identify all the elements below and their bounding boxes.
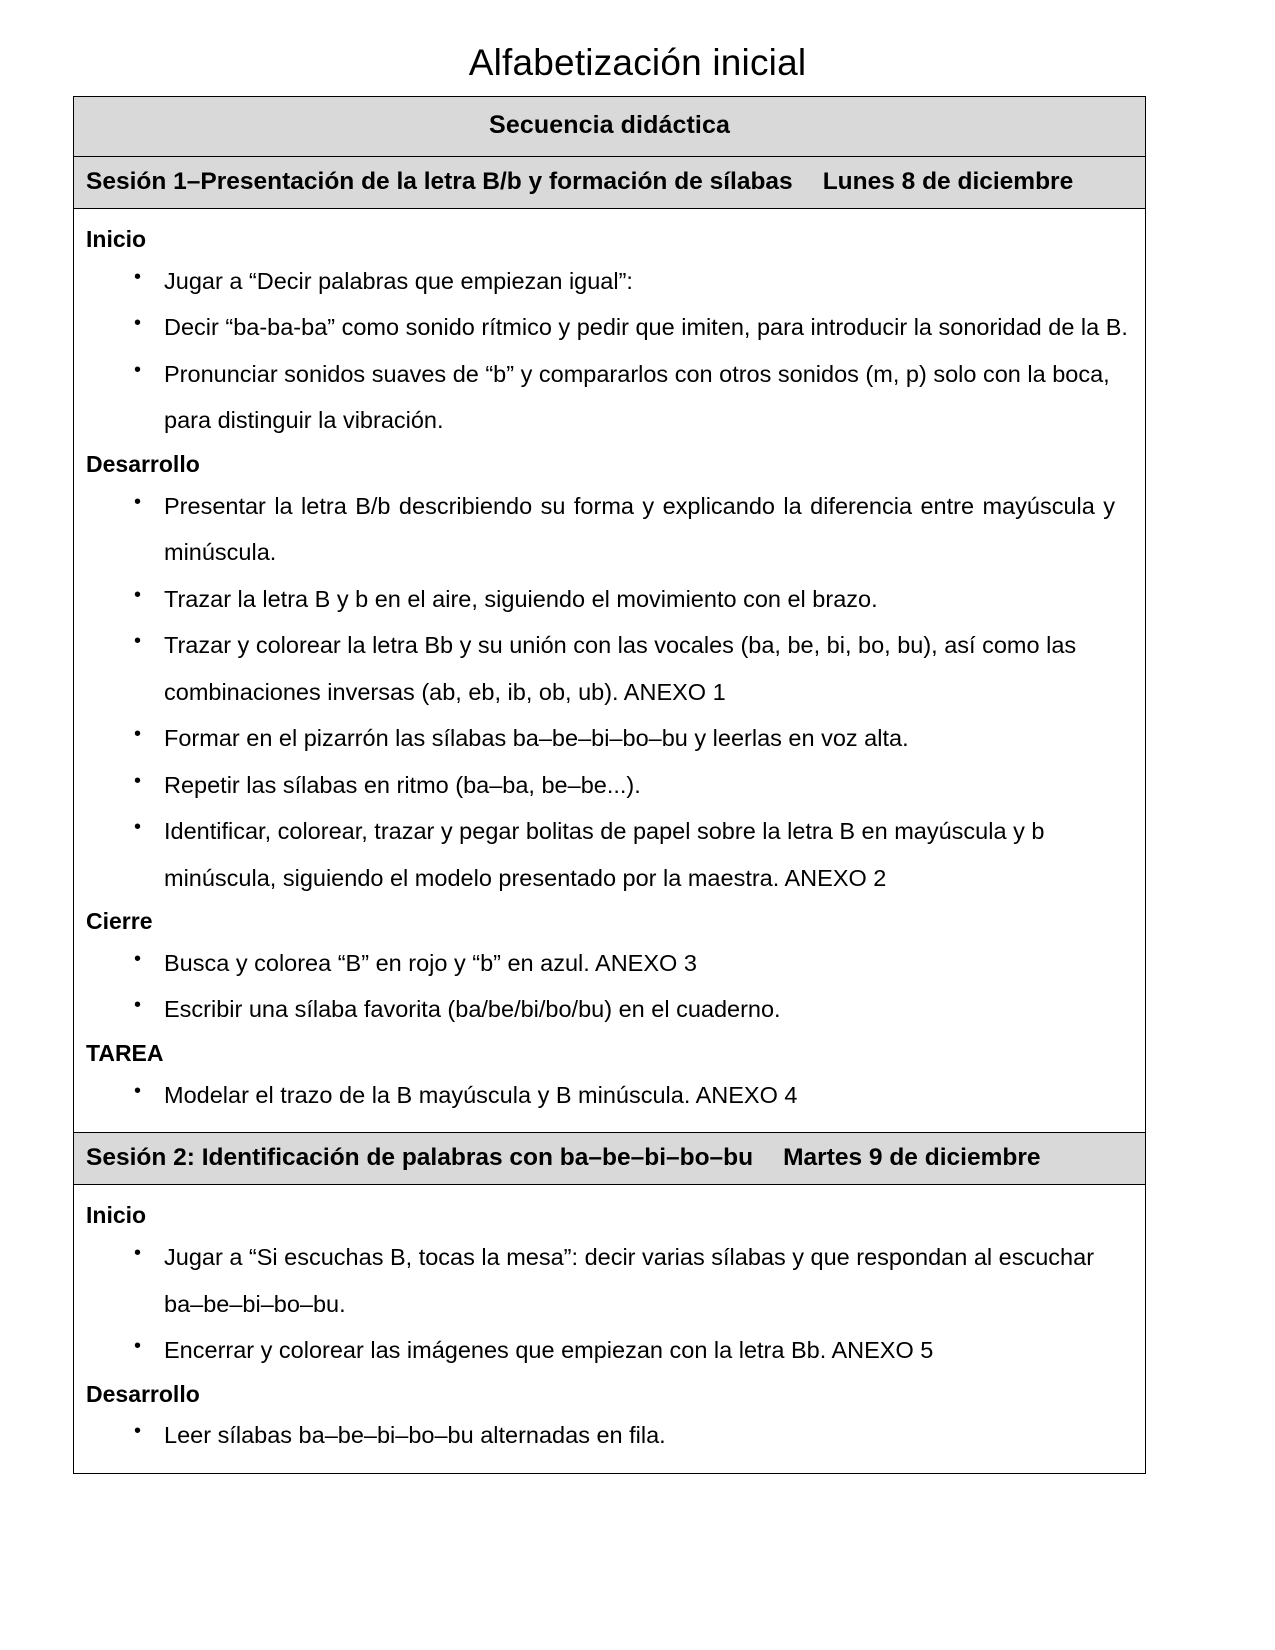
session-2-date: Martes 9 de diciembre [783,1144,1041,1172]
bullet-list-desarrollo-2 [86,1412,1129,1459]
list-item: • Repetir las sílabas en ritmo (ba–ba, be–be...). [86,762,1129,809]
session-1-title: Sesión 1–Presentación de la letra B/b y formación de sílabas [86,168,793,195]
list-item: • Decir “ba-ba-ba” como sonido rítmico y pedir que imiten, para introducir la sonoridad de la B. [86,304,1129,351]
list-item: • Formar en el pizarrón las sílabas ba–be–bi–bo–bu y leerlas en voz alta. [86,715,1129,762]
list-item: • Busca y colorea “B” en rojo y “b” en azul. ANEXO 3 [86,940,1129,987]
section-heading-tarea-1: TAREA [86,1039,164,1066]
list-item: • Encerrar y colorear las imágenes que empiezan con la letra Bb. ANEXO 5 [86,1327,1129,1374]
section-heading-desarrollo-2: Desarrollo [86,1380,200,1407]
section-heading-cierre-1: Cierre [86,908,153,935]
list-item: • Pronunciar sonidos suaves de “b” y compararlos con otros sonidos (m, p) solo con la boca, para distinguir la vibración. [86,351,1129,444]
table-header-row: Secuencia didáctica [74,97,1145,157]
bullet-list-inicio-2 [86,1234,1129,1374]
bullet-list-inicio-1 [86,258,1129,444]
list-item: • Escribir una sílaba favorita (ba/be/bi/bo/bu) en el cuaderno. [86,986,1129,1033]
list-item: • Presentar la letra B/b describiendo su forma y explicando la diferencia entre mayúscula y minúscula. [86,483,1129,576]
sequence-table [73,96,1146,1474]
session-2-header-row [74,1133,1145,1185]
list-item: • Leer sílabas ba–be–bi–bo–bu alternadas en fila. [86,1412,1129,1459]
list-item: • Modelar el trazo de la B mayúscula y B minúscula. ANEXO 4 [86,1072,1129,1119]
bullet-list-desarrollo-1 [86,483,1129,902]
session-1-date: Lunes 8 de diciembre [822,168,1074,195]
page-title: Alfabetización inicial [468,42,807,83]
section-heading-inicio-2: Inicio [86,1202,147,1229]
list-item: • Jugar a “Si escuchas B, tocas la mesa”: decir varias sílabas y que respondan al escuchar ba–be–bi–bo–bu. [86,1234,1129,1327]
session-2-body [74,1185,1145,1473]
session-1-body [74,209,1145,1133]
list-item: • Jugar a “Decir palabras que empiezan igual”: [86,258,1129,305]
list-item: • Trazar y colorear la letra Bb y su unión con las vocales (ba, be, bi, bo, bu), así como las combinaciones inversas (ab, eb, ib, ob, ub). ANEXO 1 [86,622,1129,715]
session-1-header-row [74,157,1145,209]
section-heading-desarrollo-1: Desarrollo [86,450,200,477]
section-heading-inicio-1: Inicio [86,226,147,252]
list-item: • Trazar la letra B y b en el aire, siguiendo el movimiento con el brazo. [86,576,1129,623]
bullet-list-cierre-1 [86,940,1129,1033]
list-item: • Identificar, colorear, trazar y pegar bolitas de papel sobre la letra B en mayúscula y b minúscula, siguiendo el modelo presentado por la maestra. ANEXO 2 [86,808,1129,901]
bullet-list-tarea-1 [86,1072,1129,1119]
session-2-title: Sesión 2: Identificación de palabras con ba–be–bi–bo–bu [86,1144,754,1172]
